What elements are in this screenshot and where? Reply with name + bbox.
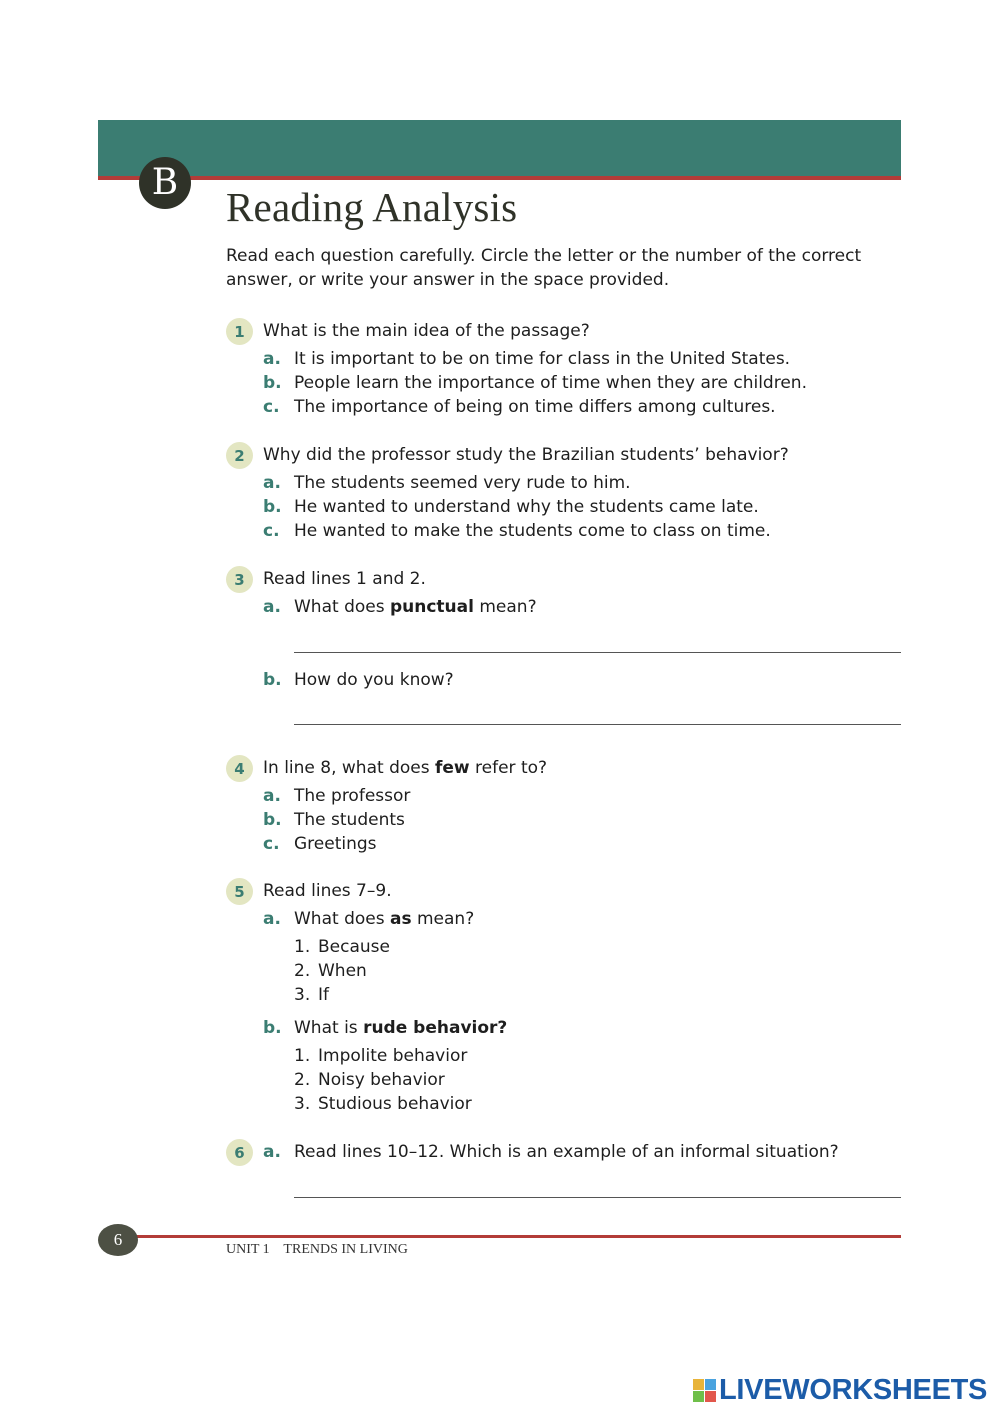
choice-3[interactable]: 3. If bbox=[294, 985, 329, 1005]
question-3 bbox=[226, 566, 906, 619]
option-c[interactable]: c. Greetings bbox=[263, 834, 377, 854]
question-5 bbox=[226, 878, 906, 1116]
choice-1[interactable]: 1. Because bbox=[294, 937, 390, 957]
header-rule bbox=[98, 176, 901, 180]
question-text: In line 8, what does few refer to? bbox=[263, 758, 548, 778]
option-b[interactable]: b. People learn the importance of time when they are children. bbox=[263, 373, 807, 393]
part-a: a. What does punctual mean? bbox=[263, 597, 537, 617]
question-3-part-b bbox=[226, 668, 906, 692]
instructions: Read each question carefully. Circle the letter or the number of the correct answer, or write your answer in the space provided. bbox=[226, 246, 862, 290]
question-number: 3 bbox=[226, 566, 253, 593]
logo-icon bbox=[693, 1379, 716, 1402]
option-c[interactable]: c. The importance of being on time differs among cultures. bbox=[263, 397, 776, 417]
question-1 bbox=[226, 318, 906, 419]
liveworksheets-logo bbox=[693, 1373, 987, 1407]
answer-line-6a[interactable] bbox=[294, 1197, 901, 1198]
question-text: Why did the professor study the Brazilian students’ behavior? bbox=[263, 445, 789, 465]
question-number: 5 bbox=[226, 878, 253, 905]
option-a[interactable]: a. The students seemed very rude to him. bbox=[263, 473, 631, 493]
question-text: What is the main idea of the passage? bbox=[263, 321, 590, 341]
option-a[interactable]: a. It is important to be on time for class in the United States. bbox=[263, 349, 791, 369]
choice-2[interactable]: 2. Noisy behavior bbox=[294, 1070, 445, 1090]
question-number: 6 bbox=[226, 1139, 253, 1166]
section-badge: B bbox=[139, 157, 191, 209]
question-text: Read lines 1 and 2. bbox=[263, 569, 426, 589]
question-6 bbox=[226, 1139, 906, 1165]
question-text: a. Read lines 10–12. Which is an example of an informal situation? bbox=[263, 1142, 839, 1162]
question-text: Read lines 7–9. bbox=[263, 881, 392, 901]
question-number: 4 bbox=[226, 755, 253, 782]
choice-3[interactable]: 3. Studious behavior bbox=[294, 1094, 472, 1114]
question-number: 2 bbox=[226, 442, 253, 469]
choice-1[interactable]: 1. Impolite behavior bbox=[294, 1046, 468, 1066]
part-b: b. How do you know? bbox=[263, 670, 454, 690]
option-b[interactable]: b. He wanted to understand why the students came late. bbox=[263, 497, 759, 517]
header-banner bbox=[98, 120, 901, 176]
option-b[interactable]: b. The students bbox=[263, 810, 405, 830]
footer-rule bbox=[130, 1235, 901, 1238]
question-number: 1 bbox=[226, 318, 253, 345]
answer-line-3b[interactable] bbox=[294, 724, 901, 725]
part-b: b. What is rude behavior? bbox=[263, 1018, 508, 1038]
page-title: Reading Analysis bbox=[226, 184, 518, 230]
brand-name: LIVEWORKSHEETS bbox=[719, 1373, 988, 1406]
option-c[interactable]: c. He wanted to make the students come to class on time. bbox=[263, 521, 771, 541]
page-number: 6 bbox=[98, 1224, 138, 1256]
unit-label: UNIT 1 TRENDS IN LIVING bbox=[226, 1242, 408, 1257]
question-2 bbox=[226, 442, 906, 543]
part-a: a. What does as mean? bbox=[263, 909, 475, 929]
option-a[interactable]: a. The professor bbox=[263, 786, 411, 806]
question-4 bbox=[226, 755, 906, 856]
choice-2[interactable]: 2. When bbox=[294, 961, 367, 981]
answer-line-3a[interactable] bbox=[294, 652, 901, 653]
